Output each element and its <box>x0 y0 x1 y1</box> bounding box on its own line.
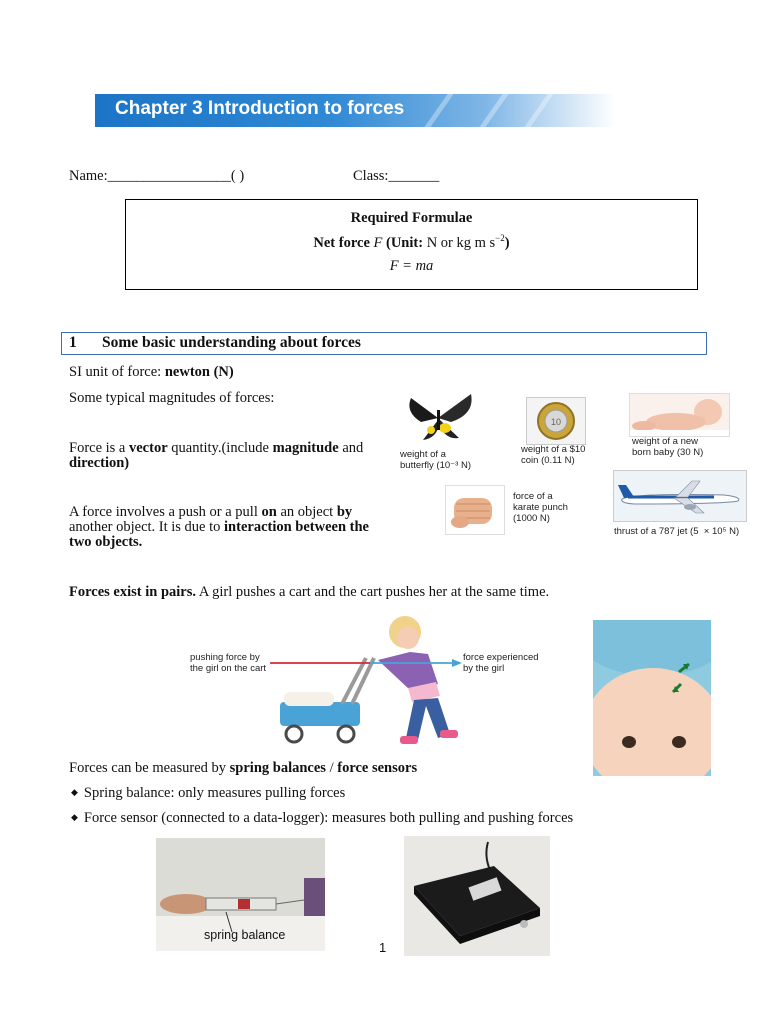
svg-text:10: 10 <box>550 417 562 427</box>
diamond-bullet-icon: ◆ <box>71 812 78 822</box>
vector-text-1: Force is a <box>69 440 129 456</box>
push-text-7: two objects. <box>69 534 143 550</box>
unit-exponent: −2 <box>495 233 505 243</box>
vector-text-4: magnitude <box>272 440 339 456</box>
measure-text-1: Forces can be measured by <box>69 760 230 776</box>
page-number: 1 <box>379 940 387 955</box>
bullet-2-text: Force sensor (connected to a data-logger): measures both pulling and pushing forces <box>83 810 574 826</box>
net-force-line <box>126 233 697 252</box>
push-text-1: A force involves a push or a pull <box>69 504 262 520</box>
chapter-banner <box>95 94 615 127</box>
si-unit-bold: newton (N) <box>164 364 234 380</box>
jet-caption: thrust of a 787 jet (5 × 10⁵ N) <box>614 526 740 537</box>
net-force-symbol: F <box>373 234 383 251</box>
measure-text-4: force sensors <box>337 760 418 776</box>
baby-balloon-icon <box>593 620 711 776</box>
si-unit-line <box>69 364 234 381</box>
karate-caption: force of a karate punch (1000 N) <box>513 491 568 524</box>
vector-text-5: and <box>338 440 364 456</box>
girl-cart-illustration <box>270 610 490 758</box>
vector-text-3: quantity.(include <box>167 440 273 456</box>
butterfly-photo <box>401 392 475 444</box>
unit-close: ) <box>504 234 510 251</box>
vector-text-6: direction) <box>69 455 130 471</box>
pushing-force-caption: pushing force by the girl on the cart <box>190 652 267 674</box>
magnitudes-line: Some typical magnitudes of forces: <box>69 390 275 406</box>
formula-heading: Required Formulae <box>350 210 473 226</box>
baby-caption: weight of a new born baby (30 N) <box>632 436 704 458</box>
pairs-line <box>69 584 549 601</box>
net-force-equation: F = ma <box>389 257 434 274</box>
unit-prefix: (Unit: <box>382 234 427 251</box>
diamond-bullet-icon: ◆ <box>71 787 78 797</box>
pairs-bold: Forces exist in pairs. <box>69 584 196 600</box>
vector-text-2: vector <box>129 440 168 456</box>
name-field-label: Name:_________________( ) <box>69 168 245 184</box>
jet-icon <box>614 471 746 521</box>
spring-balance-caption: spring balance <box>204 928 286 942</box>
push-text-2: on <box>261 504 277 520</box>
measure-line <box>69 760 417 777</box>
bullet-1-text: Spring balance: only measures pulling forces <box>83 785 346 801</box>
baby-icon <box>630 394 729 436</box>
fist-icon <box>446 486 504 534</box>
measure-text-3: / <box>325 760 338 776</box>
push-text-5: another object. It is due to <box>69 519 225 535</box>
fist-photo <box>445 485 505 535</box>
force-sensor-photo <box>404 836 550 956</box>
coin-icon <box>527 398 585 444</box>
force-sensor-icon <box>404 836 550 956</box>
si-unit-prefix: SI unit of force: <box>69 364 165 380</box>
push-text-4: by <box>336 504 353 520</box>
coin-caption: weight of a $10 coin (0.11 N) <box>521 444 586 466</box>
push-text-3: an object <box>276 504 337 520</box>
net-force-prefix: Net force <box>313 234 374 251</box>
coin-photo <box>526 397 586 445</box>
baby-balloon-photo <box>593 620 711 776</box>
push-text-6: interaction between the <box>224 519 369 535</box>
measure-text-2: spring balances <box>229 760 326 776</box>
push-pull-paragraph <box>69 505 389 550</box>
vector-paragraph <box>69 441 389 471</box>
class-field-label: Class:_______ <box>353 168 440 184</box>
butterfly-icon <box>401 392 475 444</box>
butterfly-caption: weight of a butterfly (10⁻³ N) <box>400 449 472 471</box>
bullet-spring-balance <box>71 785 345 802</box>
girl-cart-icon <box>270 610 490 758</box>
unit-value: N or kg m s <box>426 234 496 251</box>
pairs-rest: A girl pushes a cart and the cart pushes her at the same time. <box>196 584 550 600</box>
chapter-title: Chapter 3 Introduction to forces <box>115 98 405 119</box>
section-number: 1 <box>69 334 77 351</box>
section-title: Some basic understanding about forces <box>102 334 361 351</box>
force-experienced-caption: force experienced by the girl <box>463 652 539 674</box>
section-header <box>61 332 707 355</box>
jet-photo <box>613 470 747 522</box>
formula-box <box>125 199 698 290</box>
bullet-force-sensor <box>71 810 573 827</box>
spring-balance-photo <box>156 838 325 951</box>
baby-photo <box>629 393 730 437</box>
